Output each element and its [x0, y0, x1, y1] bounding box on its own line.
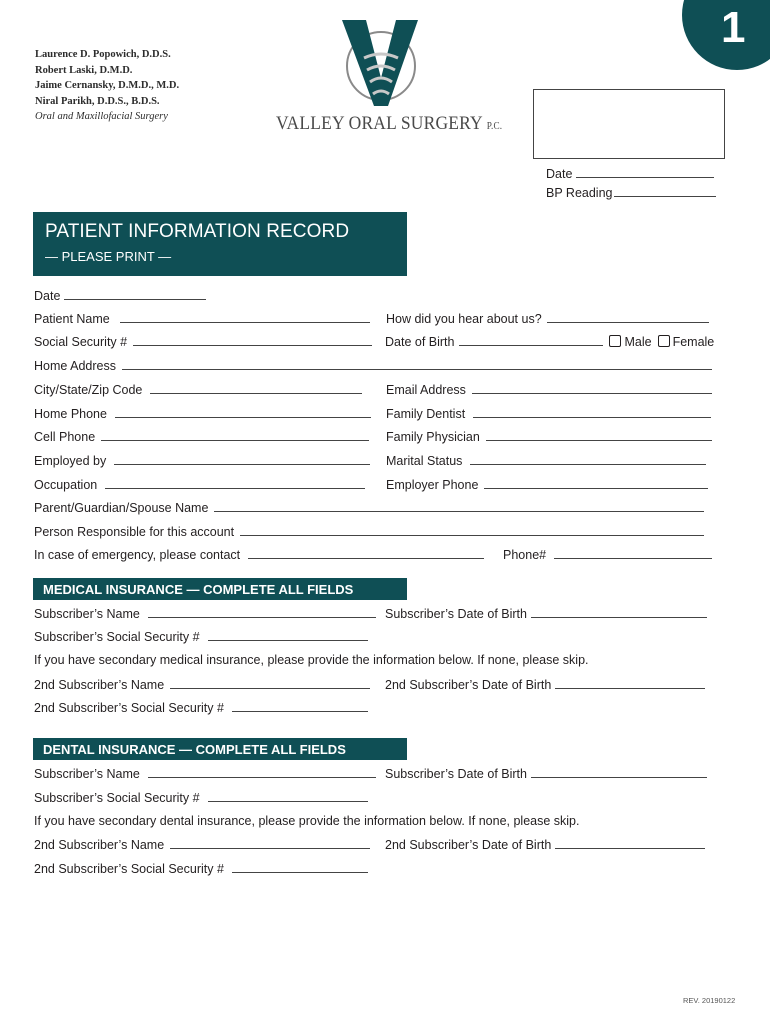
den-second-name-label: 2nd Subscriber’s Name [34, 838, 165, 852]
occupation-row [34, 477, 365, 492]
med-subscriber-name-row [34, 606, 376, 621]
den-subscriber-dob-field[interactable] [531, 766, 707, 778]
med-subscriber-name-field[interactable] [148, 606, 376, 618]
med-subscriber-ssn-field[interactable] [208, 629, 368, 641]
office-date-row [546, 166, 714, 181]
hear-about-row [386, 311, 709, 326]
den-second-dob-field[interactable] [555, 837, 705, 849]
patient-name-label: Patient Name [34, 312, 110, 326]
medical-insurance-header [33, 578, 407, 600]
home-address-row [34, 358, 712, 373]
office-date-label: Date [546, 167, 573, 181]
form-title: PATIENT INFORMATION RECORD [45, 221, 350, 242]
cell-phone-label: Cell Phone [34, 430, 96, 444]
den-subscriber-ssn-field[interactable] [208, 790, 368, 802]
med-second-ssn-field[interactable] [232, 700, 368, 712]
employed-by-field[interactable] [114, 453, 370, 465]
med-second-dob-label: 2nd Subscriber’s Date of Birth [385, 678, 552, 692]
hear-about-label: How did you hear about us? [386, 312, 542, 326]
den-subscriber-name-label: Subscriber’s Name [34, 767, 140, 781]
med-secondary-note: If you have secondary medical insurance, please provide the information below. If none, please skip. [34, 653, 589, 667]
dob-label: Date of Birth [385, 335, 455, 349]
bp-reading-line[interactable] [614, 185, 716, 197]
title-banner [33, 212, 407, 276]
email-field[interactable] [472, 382, 712, 394]
med-subscriber-dob-label: Subscriber’s Date of Birth [385, 607, 527, 621]
home-phone-field[interactable] [115, 406, 371, 418]
guardian-field[interactable] [214, 500, 704, 512]
patient-name-field[interactable] [120, 311, 370, 323]
family-physician-row [386, 429, 712, 444]
med-second-name-field[interactable] [170, 677, 370, 689]
home-address-label: Home Address [34, 359, 116, 373]
medical-header-text: MEDICAL INSURANCE — COMPLETE ALL FIELDS [43, 582, 354, 597]
home-phone-row [34, 406, 371, 421]
doctor-name: Laurence D. Popowich, D.D.S. [35, 49, 171, 60]
den-second-ssn-row [34, 861, 368, 876]
home-address-field[interactable] [122, 358, 712, 370]
city-row [34, 382, 362, 397]
employer-phone-field[interactable] [484, 477, 708, 489]
den-second-name-field[interactable] [170, 837, 370, 849]
brand-name: VALLEY ORAL SURGERY [276, 113, 483, 134]
dental-insurance-header [33, 738, 407, 760]
hear-about-field[interactable] [547, 311, 709, 323]
valley-logo-icon [338, 18, 420, 110]
doctor-name: Jaime Cernansky, D.M.D., M.D. [35, 80, 180, 91]
med-second-name-label: 2nd Subscriber’s Name [34, 678, 165, 692]
emergency-phone-field[interactable] [554, 547, 712, 559]
employer-phone-label: Employer Phone [386, 478, 479, 492]
med-second-ssn-label: 2nd Subscriber’s Social Security # [34, 701, 224, 715]
med-subscriber-ssn-label: Subscriber’s Social Security # [34, 630, 200, 644]
city-label: City/State/Zip Code [34, 383, 143, 397]
form-subtitle: — PLEASE PRINT — [45, 249, 172, 264]
den-second-dob-label: 2nd Subscriber’s Date of Birth [385, 838, 552, 852]
responsible-field[interactable] [240, 524, 704, 536]
med-subscriber-ssn-row [34, 629, 368, 644]
office-date-line[interactable] [576, 166, 714, 178]
employed-by-row [34, 453, 370, 468]
den-second-ssn-label: 2nd Subscriber’s Social Security # [34, 862, 224, 876]
den-subscriber-name-field[interactable] [148, 766, 376, 778]
dob-row [385, 334, 714, 349]
dob-field[interactable] [459, 334, 603, 346]
guardian-label: Parent/Guardian/Spouse Name [34, 501, 209, 515]
doctor-name: Niral Parikh, D.D.S., B.D.S. [35, 95, 160, 107]
doctor-name: Robert Laski, D.M.D. [35, 64, 133, 76]
emergency-phone-label: Phone# [503, 548, 547, 562]
emergency-field[interactable] [248, 547, 484, 559]
family-dentist-row [386, 406, 711, 421]
marital-status-row [386, 453, 706, 468]
den-subscriber-dob-label: Subscriber’s Date of Birth [385, 767, 527, 781]
med-subscriber-name-label: Subscriber’s Name [34, 607, 140, 621]
employer-phone-row [386, 477, 708, 492]
den-subscriber-ssn-row [34, 790, 368, 805]
den-second-name-row [34, 837, 370, 852]
family-dentist-field[interactable] [473, 406, 711, 418]
family-physician-label: Family Physician [386, 430, 480, 444]
med-second-ssn-row [34, 700, 368, 715]
emergency-row [34, 547, 484, 562]
med-second-dob-field[interactable] [555, 677, 705, 689]
med-second-dob-row [385, 677, 705, 692]
dental-header-text: DENTAL INSURANCE — COMPLETE ALL FIELDS [43, 742, 346, 757]
den-subscriber-dob-row [385, 766, 707, 781]
occupation-field[interactable] [105, 477, 365, 489]
female-label: Female [672, 335, 715, 349]
den-subscriber-name-row [34, 766, 376, 781]
date-label: Date [34, 289, 61, 303]
employed-by-label: Employed by [34, 454, 107, 468]
male-label: Male [624, 335, 652, 349]
family-physician-field[interactable] [486, 429, 712, 441]
bp-reading-row [546, 185, 716, 200]
office-use-box [533, 89, 725, 159]
marital-status-label: Marital Status [386, 454, 463, 468]
home-phone-label: Home Phone [34, 407, 107, 421]
responsible-row [34, 524, 704, 539]
female-checkbox[interactable] [658, 335, 670, 347]
page-number: 1 [721, 3, 746, 52]
male-checkbox[interactable] [609, 335, 621, 347]
emergency-phone-row [503, 547, 712, 562]
den-subscriber-ssn-label: Subscriber’s Social Security # [34, 791, 200, 805]
family-dentist-label: Family Dentist [386, 407, 466, 421]
ssn-field[interactable] [133, 334, 372, 346]
guardian-row [34, 500, 704, 515]
specialty: Oral and Maxillofacial Surgery [35, 111, 168, 122]
den-second-ssn-field[interactable] [232, 861, 368, 873]
brand-wordmark [276, 113, 502, 135]
date-row [34, 288, 206, 303]
responsible-label: Person Responsible for this account [34, 525, 235, 539]
brand-suffix: P.C. [486, 121, 503, 132]
cell-phone-field[interactable] [101, 429, 369, 441]
bp-reading-label: BP Reading [546, 186, 613, 200]
email-row [386, 382, 712, 397]
med-subscriber-dob-field[interactable] [531, 606, 707, 618]
date-field[interactable] [64, 288, 206, 300]
occupation-label: Occupation [34, 478, 98, 492]
revision-label: REV. 20190122 [683, 996, 736, 1005]
den-secondary-note: If you have secondary dental insurance, please provide the information below. If none, please skip. [34, 814, 580, 828]
marital-status-field[interactable] [470, 453, 706, 465]
med-subscriber-dob-row [385, 606, 707, 621]
med-second-name-row [34, 677, 370, 692]
doctor-list [35, 47, 179, 125]
ssn-label: Social Security # [34, 335, 128, 349]
city-field[interactable] [150, 382, 362, 394]
cell-phone-row [34, 429, 369, 444]
patient-name-row [34, 311, 370, 326]
den-second-dob-row [385, 837, 705, 852]
ssn-row [34, 334, 372, 349]
emergency-label: In case of emergency, please contact [34, 548, 241, 562]
email-label: Email Address [386, 383, 466, 397]
